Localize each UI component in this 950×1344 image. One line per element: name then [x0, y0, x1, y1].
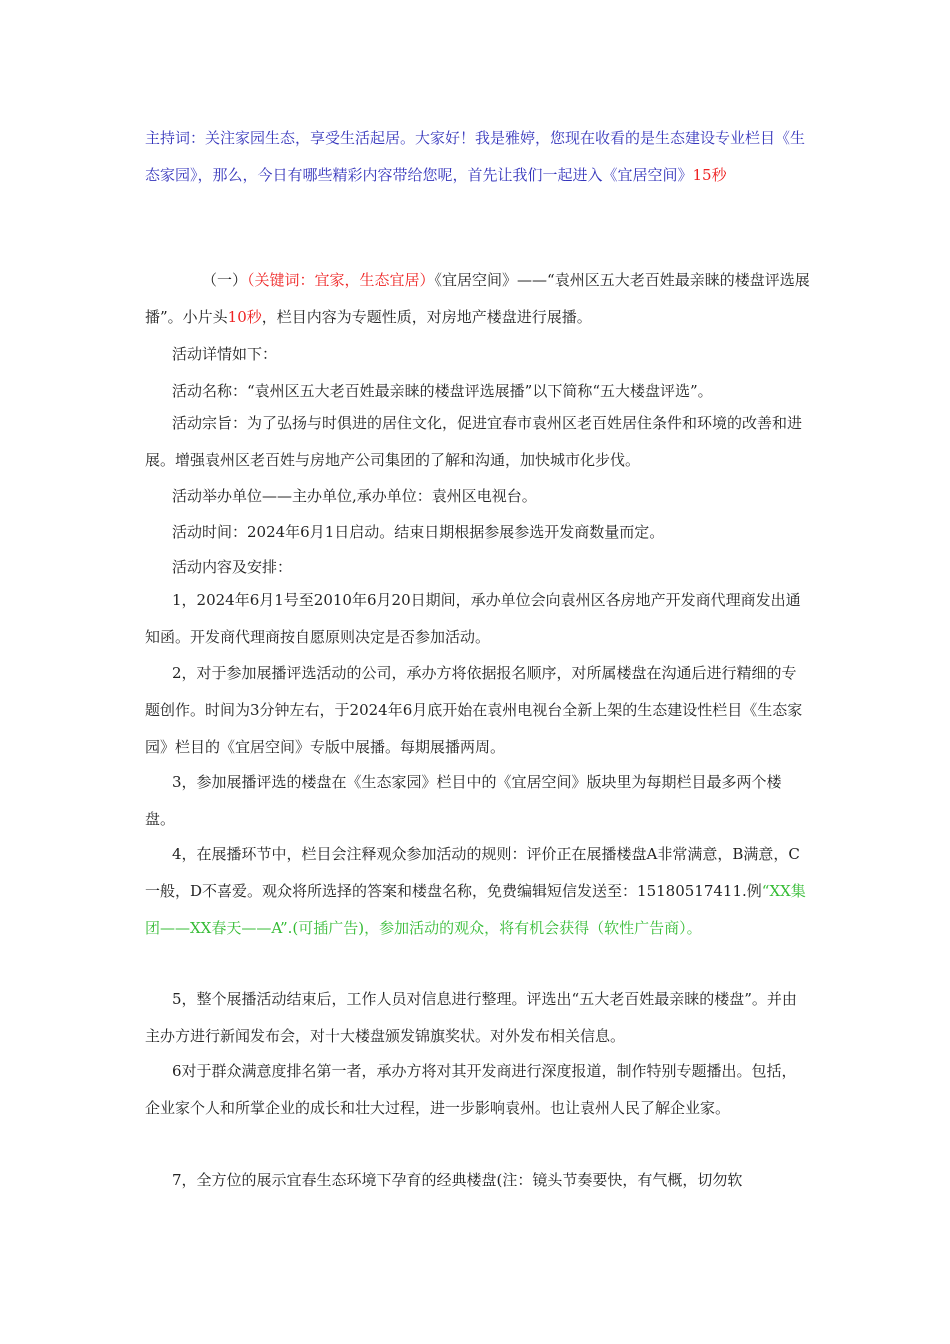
host-intro-paragraph	[145, 120, 810, 194]
section-after-duration: ，栏目内容为专题性质，对房地产楼盘进行展播。	[261, 308, 592, 327]
list-item-5: 5，整个展播活动结束后，工作人员对信息进行整理。评选出“五大老百姓最亲睐的楼盘”。并由主办方进行新闻发布会，对十大楼盘颁发锦旗奖状。对外发布相关信息。	[145, 990, 797, 1046]
host-text: 关注家园生态，享受生活起居。大家好！我是雅婷，您现在收看的是生态建设专业栏目《生态家园》，那么，今日有哪些精彩内容带给您呢，首先让我们一起进入《宜居空间》	[145, 129, 806, 185]
short-duration: 10秒	[227, 308, 262, 327]
list-item-4-example: “XX集团——XX春天——A”.(可插广告)，参加活动的观众，将有机会获得（软性广告商）。	[145, 882, 806, 938]
list-item-1: 1，2024年6月1号至2010年6月20日期间，承办单位会向袁州区各房地产开发商代理商发出通知函。开发商代理商按自愿原则决定是否参加活动。	[145, 591, 801, 647]
section-title: 《宜居空间》——“袁州区五大老百姓最亲睐的楼盘评选展播”。小片头	[145, 271, 810, 327]
activity-time: 活动时间：2024年6月1日启动。结束日期根据参展参选开发商数量而定。	[172, 523, 665, 541]
activity-name: 活动名称：“袁州区五大老百姓最亲睐的楼盘评选展播”以下简称“五大楼盘评选”。	[172, 382, 713, 400]
list-item-4	[145, 836, 810, 948]
activity-organizer: 活动举办单位——主办单位,承办单位：袁州区电视台。	[172, 487, 537, 505]
details-intro: 活动详情如下：	[172, 345, 278, 363]
list-item-2: 2，对于参加展播评选活动的公司，承办方将依据报名顺序，对所属楼盘在沟通后进行精细的专题创作。时间为3分钟左右，于2024年6月底开始在袁州电视台全新上架的生态建设性栏目《生态家园》栏目的《宜居空间》专版中展播。每期展播两周。	[145, 664, 803, 757]
host-duration: 15秒	[692, 166, 727, 185]
list-item-7: 7，全方位的展示宜春生态环境下孕育的经典楼盘(注：镜头节奏要快，有气概，切勿软	[172, 1171, 743, 1189]
activity-content-heading: 活动内容及安排：	[172, 558, 293, 576]
section-prefix: （一）	[202, 271, 248, 289]
list-item-3: 3，参加展播评选的楼盘在《生态家园》栏目中的《宜居空间》版块里为每期栏目最多两个楼盘。	[145, 773, 782, 829]
list-item-4-main: 4，在展播环节中，栏目会注释观众参加活动的规则：评价正在展播楼盘A非常满意，B满意，C一般，D不喜爱。观众将所选择的答案和楼盘名称，免费编辑短信发送至：15180517411.例	[145, 845, 800, 901]
section-one-heading	[145, 262, 810, 336]
section-keywords: （关键词：宜家，生态宜居）	[247, 271, 435, 289]
host-label: 主持词：	[145, 129, 206, 147]
activity-purpose: 活动宗旨：为了弘扬与时俱进的居住文化，促进宜春市袁州区老百姓居住条件和环境的改善和进展。增强袁州区老百姓与房地产公司集团的了解和沟通，加快城市化步伐。	[145, 414, 803, 470]
list-item-6: 6对于群众满意度排名第一者，承办方将对其开发商进行深度报道，制作特别专题播出。包括，企业家个人和所掌企业的成长和壮大过程，进一步影响袁州。也让袁州人民了解企业家。	[145, 1062, 797, 1118]
